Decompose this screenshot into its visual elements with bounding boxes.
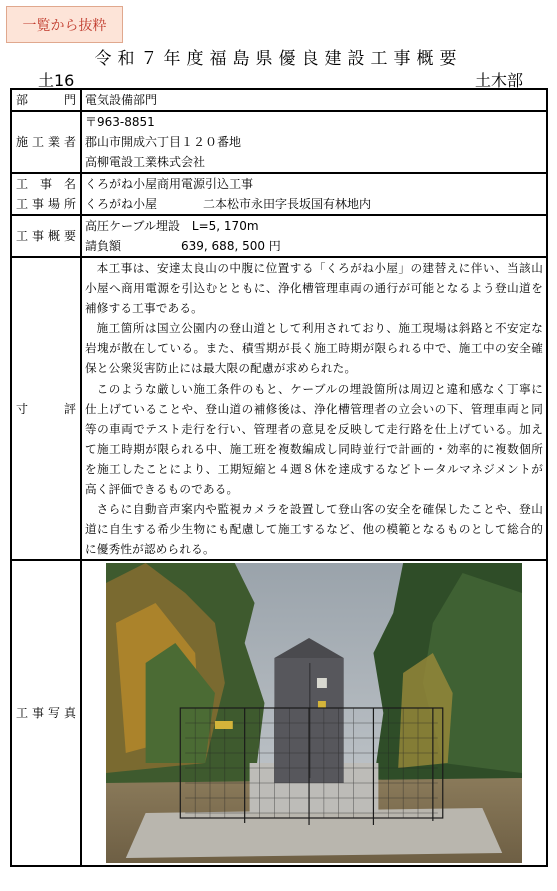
row-project-name <box>11 173 547 194</box>
site-name: くろがね小屋 <box>85 197 158 211</box>
row-photo <box>11 560 547 866</box>
row-review <box>11 257 547 560</box>
review-label: 寸 評 <box>11 257 81 560</box>
review-text <box>81 257 547 560</box>
amount-label: 請負額 <box>85 239 122 253</box>
back-to-list-button[interactable]: 一覧から抜粋 <box>6 6 123 43</box>
photo-label: 工事写真 <box>11 560 81 866</box>
review-paragraph: 施工箇所は国立公園内の登山道として利用されており、施工現場は斜路と不安定な岩塊が散在している。また、積雪期が長く施工時期が限られる中で、施工中の安全確保と公衆災害防止には最大限の配慮が求められた。 <box>85 321 543 376</box>
page-title: 令和７年度福島県優良建設工事概要 <box>94 49 463 69</box>
site-label: 工事場所 <box>11 194 81 215</box>
contractor-value <box>81 111 547 173</box>
construction-photo <box>106 563 522 863</box>
row-division <box>11 89 547 111</box>
project-summary-table <box>10 88 548 867</box>
project-name-label: 工 事 名 <box>11 173 81 194</box>
review-paragraph: さらに自動音声案内や監視カメラを設置して登山客の安全を確保したことや、登山道に自生する希少生物にも配慮して施工するなど、他の模範となるものとして総合的に優秀性が認められる。 <box>85 502 543 557</box>
contractor-company: 高柳電設工業株式会社 <box>85 155 206 169</box>
project-name-value: くろがね小屋商用電源引込工事 <box>81 173 547 194</box>
overview-value <box>81 215 547 257</box>
division-label: 部 門 <box>11 89 81 111</box>
row-site <box>11 194 547 215</box>
overview-cable: 高圧ケーブル埋設 L=5, 170m <box>85 219 259 233</box>
review-paragraph: 本工事は、安達太良山の中腹に位置する「くろがね小屋」の建替えに伴い、当該山小屋へ商用電源を引込むとともに、浄化槽管理車両の通行が可能となるよう登山道を補修する工事である。 <box>85 261 543 316</box>
photo-cell <box>81 560 547 866</box>
division-value: 電気設備部門 <box>81 89 547 111</box>
project-code: 土16 <box>38 71 75 90</box>
overview-label: 工事概要 <box>11 215 81 257</box>
overview-amount <box>85 236 543 256</box>
contractor-postal: 〒963-8851 <box>85 115 155 129</box>
amount-value: 639, 688, 500 円 <box>181 239 281 253</box>
review-paragraph: このような厳しい施工条件のもと、ケーブルの埋設箇所は周辺と違和感なく丁寧に仕上げていることや、登山道の補修後は、浄化槽管理者の立会いの下、管理車両と同等の車両でテスト走行を行い、管理者の意見を反映して走行路を仕上げている。加えて施工時期が限られる中、施工班を複数編成し同時並行で計画的・効率的に複数個所を施工したことにより、工期短縮と４週８休を達成するなどトータルマネジメントが高く評価できるものである。 <box>85 381 543 497</box>
row-contractor <box>11 111 547 173</box>
row-overview <box>11 215 547 257</box>
site-address: 二本松市永田字長坂国有林地内 <box>203 197 372 211</box>
department-label: 土木部 <box>474 71 523 90</box>
contractor-label: 施工業者 <box>11 111 81 173</box>
site-value <box>81 194 547 215</box>
contractor-address: 郡山市開成六丁目１２０番地 <box>85 135 242 149</box>
